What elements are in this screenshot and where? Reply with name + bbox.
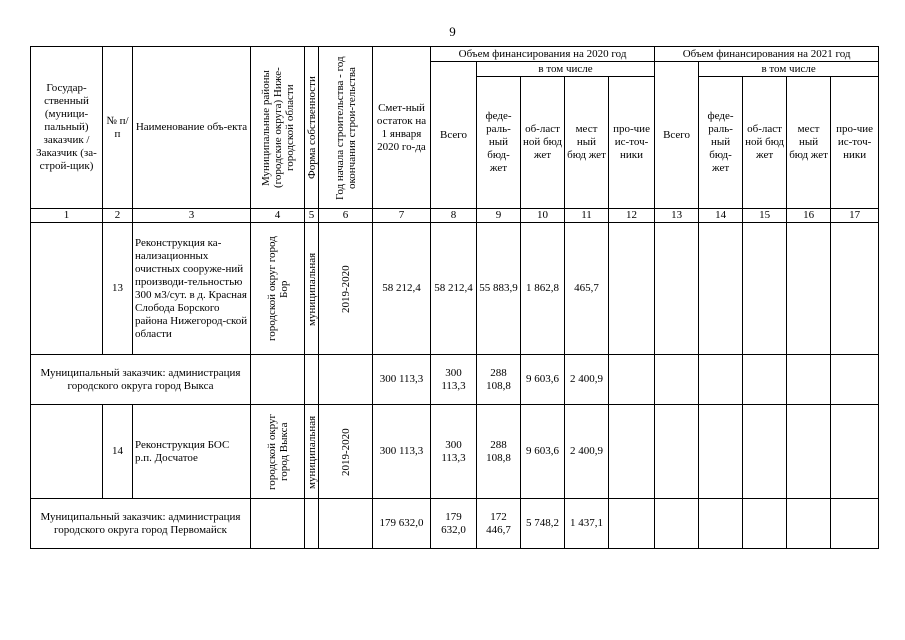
row-num: 14 (103, 405, 133, 499)
row-ownership: муниципальная (305, 223, 319, 355)
header-federal-2021: феде-раль-ный бюд-жет (699, 77, 743, 209)
row-object-name: Реконструкция БОС р.п. Досчатое (133, 405, 251, 499)
row-years: 2019-2020 (319, 223, 373, 355)
row-other-2021 (831, 223, 879, 355)
row-regional-2020: 9 603,6 (521, 405, 565, 499)
header-districts: Муниципальные районы (городские округа) Ниже-городской области (251, 47, 305, 209)
col-number: 1 (31, 209, 103, 223)
col-number: 13 (655, 209, 699, 223)
col-number: 17 (831, 209, 879, 223)
table-row (31, 499, 879, 549)
financing-table (30, 46, 879, 549)
row-federal-2020: 172 446,7 (477, 499, 521, 549)
col-number: 4 (251, 209, 305, 223)
row-total-2021 (655, 223, 699, 355)
row-estimate: 58 212,4 (373, 223, 431, 355)
col-number: 6 (319, 209, 373, 223)
header-years: Год начала строительства - год окончания строи-тельства (319, 47, 373, 209)
header-local-2021: мест ный бюд жет (787, 77, 831, 209)
col-number: 3 (133, 209, 251, 223)
col-number: 16 (787, 209, 831, 223)
row-total-2020: 179 632,0 (431, 499, 477, 549)
row-local-2021 (787, 223, 831, 355)
header-object-name: Наименование объ-екта (133, 47, 251, 209)
row-ownership: муниципальная (305, 405, 319, 499)
row-local-2020: 2 400,9 (565, 405, 609, 499)
row-customer-summary: Муниципальный заказчик: администрация городского округа город Выкса (31, 355, 251, 405)
header-regional-2021: об-ласт ной бюд жет (743, 77, 787, 209)
header-ownership: Форма собственности (305, 47, 319, 209)
row-district: городской округ город Выкса (251, 405, 305, 499)
row-district: городской округ город Бор (251, 223, 305, 355)
col-number: 12 (609, 209, 655, 223)
header-total-2020: Всего (431, 62, 477, 209)
header-fin-2020: Объем финансирования на 2020 год (431, 47, 655, 62)
table-row (31, 223, 879, 355)
row-num: 13 (103, 223, 133, 355)
row-total-2020: 300 113,3 (431, 405, 477, 499)
col-number: 7 (373, 209, 431, 223)
header-incl-2020: в том числе (477, 62, 655, 77)
row-federal-2021 (699, 223, 743, 355)
row-estimate: 300 113,3 (373, 405, 431, 499)
row-total-2020: 58 212,4 (431, 223, 477, 355)
header-estimate: Смет-ный остаток на 1 января 2020 го-да (373, 47, 431, 209)
row-federal-2020: 288 108,8 (477, 355, 521, 405)
row-customer (31, 223, 103, 355)
col-number: 2 (103, 209, 133, 223)
header-local-2020: мест ный бюд жет (565, 77, 609, 209)
row-total-2020: 300 113,3 (431, 355, 477, 405)
header-fin-2021: Объем финансирования на 2021 год (655, 47, 879, 62)
row-estimate: 300 113,3 (373, 355, 431, 405)
header-federal-2020: феде-раль-ный бюд-жет (477, 77, 521, 209)
row-customer-summary: Муниципальный заказчик: администрация городского округа город Первомайск (31, 499, 251, 549)
header-other-2020: про-чие ис-точ-ники (609, 77, 655, 209)
row-customer (31, 405, 103, 499)
col-number: 8 (431, 209, 477, 223)
table-row (31, 405, 879, 499)
header-other-2021: про-чие ис-точ-ники (831, 77, 879, 209)
header-incl-2021: в том числе (699, 62, 879, 77)
header-total-2021: Всего (655, 62, 699, 209)
row-object-name: Реконструкция ка-нализационных очистных сооруже-ний производи-тельностью 300 м3/сут. в д. Красная Слобода Борского района Нижегород-ской области (133, 223, 251, 355)
column-number-row (31, 209, 879, 223)
table-row (31, 355, 879, 405)
row-federal-2020: 55 883,9 (477, 223, 521, 355)
col-number: 10 (521, 209, 565, 223)
header-customer: Государ-ственный (муници-пальный) заказчик /Заказчик (за-строй-щик) (31, 47, 103, 209)
col-number: 11 (565, 209, 609, 223)
row-years: 2019-2020 (319, 405, 373, 499)
col-number: 5 (305, 209, 319, 223)
row-federal-2020: 288 108,8 (477, 405, 521, 499)
row-regional-2020: 1 862,8 (521, 223, 565, 355)
row-other-2020 (609, 223, 655, 355)
page-number: 9 (449, 24, 456, 39)
header-num: № п/п (103, 47, 133, 209)
row-regional-2021 (743, 223, 787, 355)
header-row-1 (31, 47, 879, 62)
col-number: 9 (477, 209, 521, 223)
row-regional-2020: 5 748,2 (521, 499, 565, 549)
row-regional-2020: 9 603,6 (521, 355, 565, 405)
row-estimate: 179 632,0 (373, 499, 431, 549)
row-local-2020: 465,7 (565, 223, 609, 355)
row-local-2020: 2 400,9 (565, 355, 609, 405)
col-number: 14 (699, 209, 743, 223)
col-number: 15 (743, 209, 787, 223)
row-local-2020: 1 437,1 (565, 499, 609, 549)
header-regional-2020: об-ласт ной бюд жет (521, 77, 565, 209)
